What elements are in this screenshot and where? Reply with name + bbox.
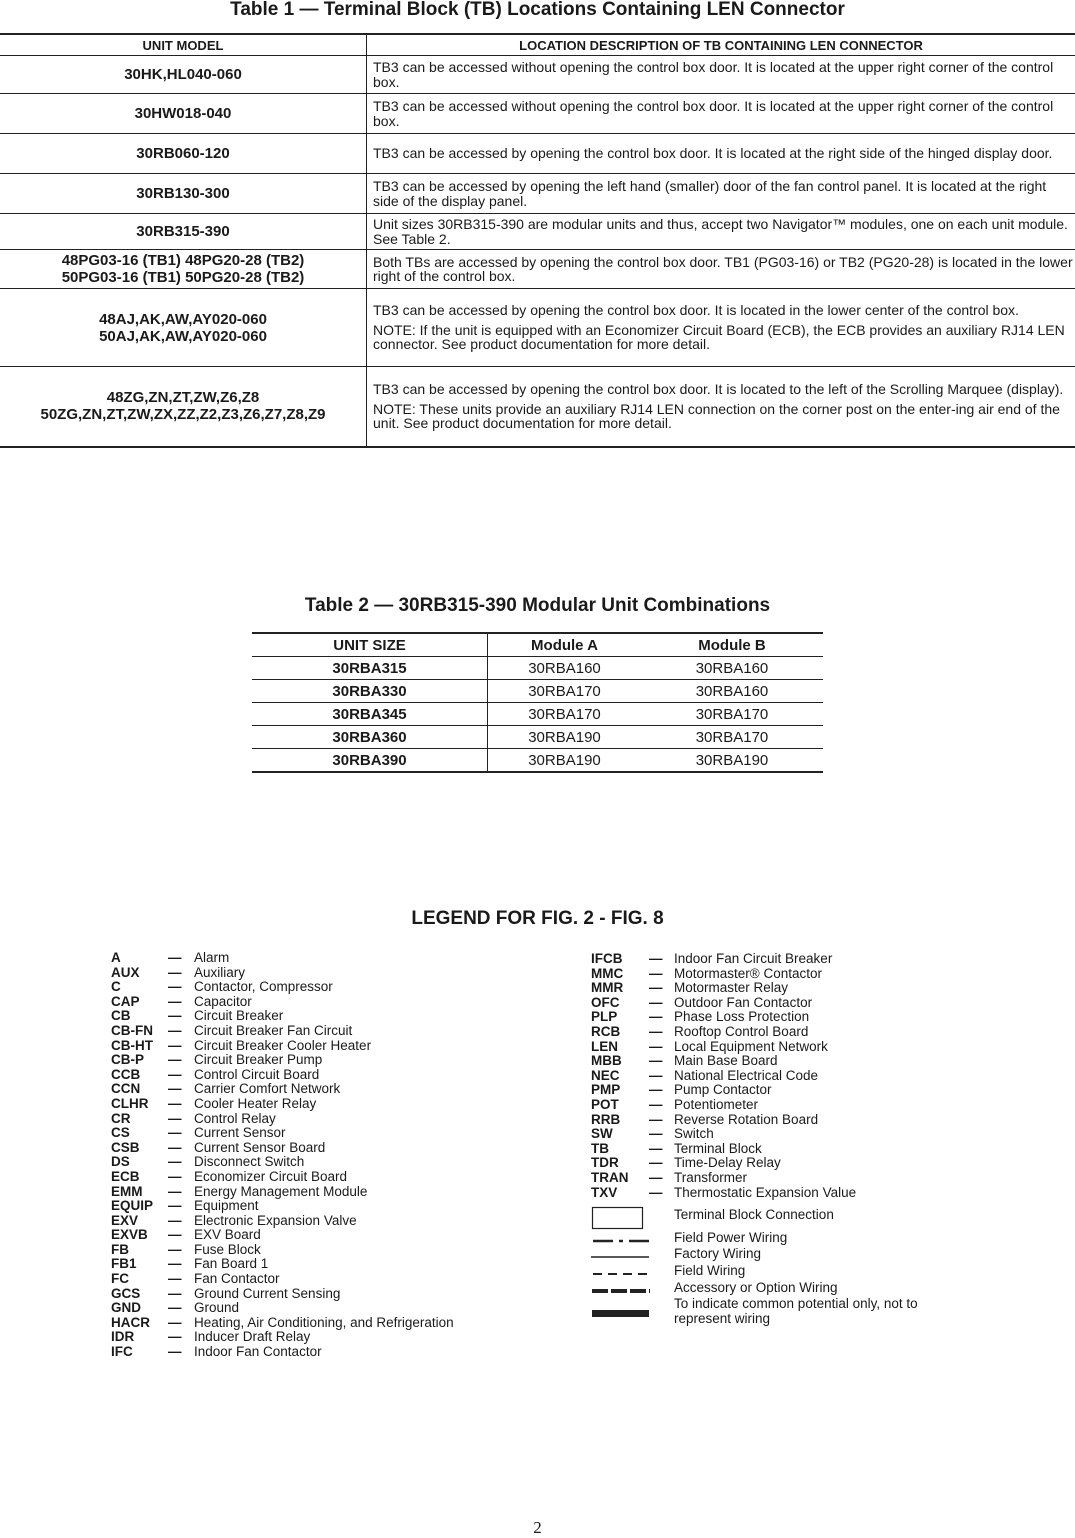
legend-abbreviation: CS [111,1126,130,1141]
table2-title: Table 2 — 30RB315-390 Modular Unit Combinations [0,596,1075,616]
table2-header-module-a: Module A [488,633,642,657]
legend-abbreviation: IFCB [591,952,623,967]
legend-definition: Control Circuit Board [194,1068,319,1083]
legend-definition: Time-Delay Relay [674,1156,781,1171]
legend-definition: Thermostatic Expansion Value [674,1186,856,1201]
legend-definition: Indoor Fan Contactor [194,1345,322,1360]
legend-definition: Control Relay [194,1112,276,1127]
module-a-cell: 30RBA170 [488,680,642,703]
legend-dash: — [168,1257,182,1272]
unit-size-cell: 30RBA330 [252,680,488,703]
legend-dash: — [168,1053,182,1068]
legend-dash: — [168,995,182,1010]
legend-dash: — [649,1040,663,1055]
legend-dash: — [168,1272,182,1287]
legend-dash: — [168,1316,182,1331]
module-a-cell: 30RBA170 [488,703,642,726]
table2-row [252,680,823,703]
unit-size-cell: 30RBA345 [252,703,488,726]
location-description-cell: TB3 can be accessed by opening the control box door. It is located in the lower center of the control box. NOTE: If the unit is equipped with an Economizer Circuit Board (ECB), the ECB provides an auxiliary RJ14 LEN connector. See product documentation for more detail. [367,289,1075,367]
location-description-cell: Unit sizes 30RB315-390 are modular units and thus, accept two Navigator™ modules, one on each unit module. See Table 2. [367,214,1075,250]
legend-abbreviation: FC [111,1272,129,1287]
legend-dash: — [168,951,182,966]
legend-abbreviation: NEC [591,1069,620,1084]
legend-definition: Phase Loss Protection [674,1010,809,1025]
legend-definition: Motormaster® Contactor [674,967,822,982]
location-description-cell: TB3 can be accessed by opening the left hand (smaller) door of the fan control panel. It is located at the right side of the display panel. [367,174,1075,214]
legend-dash: — [649,1054,663,1069]
table1-row [0,289,1075,367]
field-power-wiring-label: Field Power Wiring [674,1230,787,1245]
table1-row [0,134,1075,174]
legend-abbreviation: FB1 [111,1257,137,1272]
table2-header-unit-size: UNIT SIZE [252,633,488,657]
legend-abbreviation: TRAN [591,1171,629,1186]
unit-size-cell: 30RBA315 [252,657,488,680]
legend-dash: — [649,967,663,982]
legend-dash: — [168,1228,182,1243]
legend-abbreviation: RCB [591,1025,620,1040]
unit-model-cell: 30RB130-300 [0,174,367,214]
legend-dash: — [649,1025,663,1040]
legend-abbreviation: TB [591,1142,609,1157]
module-a-cell: 30RBA190 [488,749,642,773]
legend-abbreviation: DS [111,1155,130,1170]
legend-definition: Contactor, Compressor [194,980,333,995]
legend-definition: Transformer [674,1171,747,1186]
legend-dash: — [168,1024,182,1039]
table1-row [0,174,1075,214]
legend-dash: — [649,952,663,967]
common-potential-label: To indicate common potential only, not to represent wiring [674,1296,918,1326]
legend-abbreviation: CSB [111,1141,140,1156]
unit-model-cell: 30RB315-390 [0,214,367,250]
legend-dash: — [649,1156,663,1171]
factory-wiring-symbol [591,1252,651,1262]
legend-definition: Motormaster Relay [674,981,788,996]
legend-dash: — [168,1068,182,1083]
legend-dash: — [168,1141,182,1156]
legend-definition: Circuit Breaker Cooler Heater [194,1039,371,1054]
factory-wiring-label: Factory Wiring [674,1246,761,1261]
legend-dash: — [168,1243,182,1258]
legend-abbreviation: GCS [111,1287,140,1302]
legend-abbreviation: MMC [591,967,623,982]
legend-dash: — [168,1112,182,1127]
table2-row [252,726,823,749]
unit-model-cell: 30HK,HL040-060 [0,56,367,94]
field-wiring-symbol [591,1269,651,1279]
legend-definition: Electronic Expansion Valve [194,1214,357,1229]
legend-dash: — [649,1010,663,1025]
table2-row [252,703,823,726]
legend-abbreviation: MBB [591,1054,622,1069]
legend-dash: — [649,981,663,996]
legend-definition: Auxiliary [194,966,245,981]
legend-abbreviation: C [111,980,121,995]
legend-dash: — [649,1098,663,1113]
legend-abbreviation: HACR [111,1316,150,1331]
field-wiring-label: Field Wiring [674,1263,745,1278]
legend-definition: Local Equipment Network [674,1040,828,1055]
location-description-cell: TB3 can be accessed by opening the control box door. It is located to the left of the Scrolling Marquee (display). NOTE: These units provide an auxiliary RJ14 LEN connection on the corner post on the enter-ing air end of the unit. See product documentation for more detail. [367,367,1075,447]
legend-dash: — [168,1287,182,1302]
legend-abbreviation: A [111,951,121,966]
legend-definition: National Electrical Code [674,1069,818,1084]
legend-dash: — [168,1199,182,1214]
legend-abbreviation: IFC [111,1345,133,1360]
legend-dash: — [649,1127,663,1142]
module-a-cell: 30RBA190 [488,726,642,749]
legend-abbreviation: CB-FN [111,1024,153,1039]
legend-abbreviation: CCN [111,1082,140,1097]
legend-abbreviation: TDR [591,1156,619,1171]
legend-abbreviation: TXV [591,1186,617,1201]
location-description-cell: TB3 can be accessed without opening the control box door. It is located at the upper right corner of the control box. [367,94,1075,134]
legend-abbreviation: CCB [111,1068,140,1083]
legend-dash: — [168,980,182,995]
legend-dash: — [168,1097,182,1112]
legend-definition: Carrier Comfort Network [194,1082,340,1097]
legend-definition: Fan Contactor [194,1272,280,1287]
page-number: 2 [0,1518,1075,1538]
table2-row [252,749,823,773]
legend-dash: — [649,1142,663,1157]
unit-size-cell: 30RBA360 [252,726,488,749]
unit-size-cell: 30RBA390 [252,749,488,773]
legend-definition: Alarm [194,951,229,966]
table1-row [0,214,1075,250]
accessory-wiring-label: Accessory or Option Wiring [674,1280,838,1295]
legend-abbreviation: PMP [591,1083,620,1098]
location-description-cell: TB3 can be accessed without opening the control box door. It is located at the upper right corner of the control box. [367,56,1075,94]
legend-abbreviation: FB [111,1243,129,1258]
legend-abbreviation: EXVB [111,1228,148,1243]
legend-definition: Equipment [194,1199,259,1214]
legend-abbreviation: GND [111,1301,141,1316]
legend-abbreviation: AUX [111,966,140,981]
location-description-cell: TB3 can be accessed by opening the control box door. It is located at the right side of the hinged display door. [367,134,1075,174]
legend-abbreviation: CLHR [111,1097,149,1112]
table2-header-module-b: Module B [641,633,823,657]
legend-dash: — [168,1214,182,1229]
legend-abbreviation: CR [111,1112,131,1127]
table1-header-model: UNIT MODEL [0,34,367,56]
legend-definition: Economizer Circuit Board [194,1170,347,1185]
legend-abbreviation: MMR [591,981,623,996]
legend-definition: Switch [674,1127,714,1142]
legend-definition: Circuit Breaker Pump [194,1053,322,1068]
legend-dash: — [649,1113,663,1128]
table1-row [0,250,1075,289]
terminal-block-symbol [591,1206,651,1232]
legend-definition: Circuit Breaker Fan Circuit [194,1024,352,1039]
table1-row [0,56,1075,94]
legend-definition: Outdoor Fan Contactor [674,996,812,1011]
legend-abbreviation: CB-P [111,1053,144,1068]
legend-abbreviation: ECB [111,1170,140,1185]
legend-definition: Cooler Heater Relay [194,1097,316,1112]
legend-abbreviation: OFC [591,996,620,1011]
table1-row [0,367,1075,447]
legend-dash: — [649,1069,663,1084]
legend-definition: Pump Contactor [674,1083,772,1098]
legend-definition: Ground Current Sensing [194,1287,340,1302]
table2 [252,632,823,773]
unit-model-cell: 48ZG,ZN,ZT,ZW,Z6,Z8 50ZG,ZN,ZT,ZW,ZX,ZZ,Z2,Z3,Z6,Z7,Z8,Z9 [0,367,367,447]
legend-definition: Fuse Block [194,1243,261,1258]
legend-dash: — [168,1301,182,1316]
legend-definition: Circuit Breaker [194,1009,283,1024]
legend-abbreviation: IDR [111,1330,134,1345]
legend-abbreviation: CB-HT [111,1039,153,1054]
legend-definition: Heating, Air Conditioning, and Refrigeration [194,1316,454,1331]
legend-title: LEGEND FOR FIG. 2 - FIG. 8 [0,909,1075,929]
legend-dash: — [168,1155,182,1170]
location-description-cell: Both TBs are accessed by opening the control box door. TB1 (PG03-16) or TB2 (PG20-28) is located in the lower right of the control box. [367,250,1075,289]
module-b-cell: 30RBA170 [641,726,823,749]
legend-abbreviation: EMM [111,1185,143,1200]
module-b-cell: 30RBA160 [641,680,823,703]
legend-abbreviation: PLP [591,1010,617,1025]
legend-definition: Energy Management Module [194,1185,367,1200]
legend-dash: — [168,1330,182,1345]
legend-dash: — [168,966,182,981]
legend-abbreviation: POT [591,1098,619,1113]
legend-definition: Capacitor [194,995,252,1010]
legend-dash: — [168,1170,182,1185]
legend-definition: Main Base Board [674,1054,778,1069]
unit-model-cell: 48PG03-16 (TB1) 48PG20-28 (TB2) 50PG03-16 (TB1) 50PG20-28 (TB2) [0,250,367,289]
legend-dash: — [649,1083,663,1098]
legend-abbreviation: SW [591,1127,613,1142]
legend-abbreviation: CAP [111,995,140,1010]
terminal-block-label: Terminal Block Connection [674,1207,834,1222]
legend-abbreviation: CB [111,1009,131,1024]
legend-definition: Terminal Block [674,1142,762,1157]
unit-model-cell: 30HW018-040 [0,94,367,134]
table1-title: Table 1 — Terminal Block (TB) Locations Containing LEN Connector [0,0,1075,19]
legend-definition: Fan Board 1 [194,1257,268,1272]
legend-definition: Rooftop Control Board [674,1025,808,1040]
legend-definition: Indoor Fan Circuit Breaker [674,952,832,967]
legend-dash: — [168,1345,182,1360]
table1-header-location: LOCATION DESCRIPTION OF TB CONTAINING LEN CONNECTOR [367,34,1075,56]
legend-definition: EXV Board [194,1228,261,1243]
legend-dash: — [168,1126,182,1141]
legend-definition: Current Sensor [194,1126,286,1141]
table1 [0,33,1075,448]
legend-dash: — [168,1039,182,1054]
module-a-cell: 30RBA160 [488,657,642,680]
field-power-wiring-symbol [591,1236,651,1246]
module-b-cell: 30RBA170 [641,703,823,726]
legend-definition: Reverse Rotation Board [674,1113,818,1128]
legend-dash: — [649,1171,663,1186]
common-potential-symbol [591,1308,651,1320]
legend-abbreviation: EXV [111,1214,138,1229]
legend-abbreviation: LEN [591,1040,618,1055]
unit-model-cell: 30RB060-120 [0,134,367,174]
legend-abbreviation: EQUIP [111,1199,153,1214]
table2-row [252,657,823,680]
legend-dash: — [649,996,663,1011]
legend-dash: — [168,1082,182,1097]
unit-model-cell: 48AJ,AK,AW,AY020-060 50AJ,AK,AW,AY020-060 [0,289,367,367]
module-b-cell: 30RBA160 [641,657,823,680]
legend-definition: Potentiometer [674,1098,758,1113]
legend-abbreviation: RRB [591,1113,620,1128]
legend-dash: — [168,1185,182,1200]
module-b-cell: 30RBA190 [641,749,823,773]
legend-dash: — [168,1009,182,1024]
table1-row [0,94,1075,134]
legend-definition: Disconnect Switch [194,1155,304,1170]
legend-definition: Inducer Draft Relay [194,1330,310,1345]
legend-definition: Current Sensor Board [194,1141,325,1156]
accessory-wiring-symbol [591,1286,651,1296]
legend-dash: — [649,1186,663,1201]
legend-definition: Ground [194,1301,239,1316]
